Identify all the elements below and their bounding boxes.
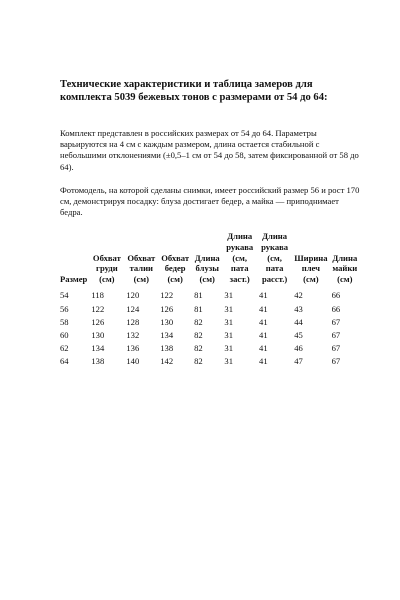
table-row [58,342,360,355]
size-chart-table [58,231,360,368]
header-line: расст.) [261,273,288,284]
table-cell: 41 [259,356,268,367]
header-top-length [330,231,360,284]
table-cell: 81 [194,290,203,301]
table-cell: 45 [294,330,303,340]
header-line: пата [265,263,284,274]
table-row [58,303,360,316]
header-line: плеч [301,263,320,274]
table-cell: 134 [91,343,105,354]
table-cell: 82 [194,356,203,367]
table-cell: 124 [126,303,140,314]
table-cell: 140 [126,356,140,367]
header-line: майки [332,263,358,274]
table-cell: 60 [60,330,69,340]
table-cell: 62 [60,343,69,354]
table-cell: 41 [259,316,268,327]
table-cell: 134 [160,330,174,340]
header-size [58,231,89,284]
table-cell: 138 [91,356,105,367]
table-row [58,316,360,329]
header-line: бедер [164,263,186,274]
table-cell: 136 [126,343,140,354]
table-cell: 31 [224,316,233,327]
header-sleeve-length-closed [222,231,257,284]
table-cell: 122 [91,303,105,314]
table-cell: 66 [331,290,341,301]
table-cell: 128 [126,316,140,327]
size-chart-body [58,284,360,368]
table-cell: 82 [194,343,203,354]
header-line: Обхват [161,252,190,263]
table-row [58,355,360,368]
size-range-paragraph: Комплект представлен в российских размерах от 54 до 64. Параметры варьируются на 4 см с каждым размером, длина остается стабильной с небольшими отклонениями (±0,5–1 см от 54 до 58, затем фиксированной от 58 до 64). [60,128,359,172]
table-cell: 118 [91,290,104,301]
table-cell: 43 [294,303,303,314]
table-cell: 31 [224,330,233,340]
table-cell: 41 [259,343,268,354]
table-cell: 31 [224,356,233,367]
table-cell: 66 [331,303,341,314]
header-line: груди [96,263,118,274]
document-page [60,78,360,369]
header-line: (см, [232,252,248,263]
table-cell: 41 [259,330,268,340]
header-line: (см) [199,273,215,284]
table-row [58,329,360,342]
table-cell: 44 [294,316,303,327]
table-cell: 46 [294,343,303,354]
header-line: (см) [303,273,319,284]
table-cell: 31 [224,303,233,314]
table-cell: 126 [91,316,105,327]
table-cell: 82 [194,316,203,327]
header-line: Обхват [92,252,121,263]
model-fit-paragraph: Фотомодель, на которой сделаны снимки, имеет российский размер 56 и рост 170 см, демонстрируя посадку: блуза достигает бедер, а майка — приподнимает бедра. [60,184,360,218]
table-cell: 42 [294,290,303,301]
header-line: Обхват [127,252,156,263]
header-line: Длина [332,252,358,263]
table-cell: 54 [60,290,69,301]
table-cell: 130 [160,316,174,327]
document-title: Технические характеристики и таблица замеров для комплекта 5039 бежевых тонов с размерами от 54 до 64: [60,79,328,103]
header-line: Длина [227,231,253,242]
size-chart-header-row [58,231,360,284]
header-line: (см) [133,273,149,284]
table-row [58,284,360,302]
header-line: блузы [195,263,219,274]
table-cell: 31 [224,343,233,354]
table-cell: 132 [126,330,140,340]
header-chest-girth [89,231,124,284]
table-cell: 67 [331,343,341,354]
header-line: Длина [262,231,288,242]
table-cell: 81 [194,303,203,314]
header-line: Длина [194,252,220,263]
table-cell: 138 [160,343,174,354]
header-line: (см) [99,273,115,284]
header-line: рукава [226,242,254,253]
table-cell: 64 [60,356,69,367]
table-cell: 67 [331,330,341,340]
header-line: пата [230,263,249,274]
table-cell: 82 [194,330,203,340]
table-cell: 130 [91,330,105,340]
header-line: (см) [337,273,353,284]
header-line: Размер [60,273,88,284]
table-cell: 41 [259,290,268,301]
table-cell: 67 [331,356,341,367]
header-waist-girth [124,231,158,284]
header-hip-girth [158,231,192,284]
table-cell: 31 [224,290,233,301]
table-cell: 142 [160,356,174,367]
table-cell: 120 [126,290,140,301]
table-cell: 67 [331,316,341,327]
table-cell: 58 [60,316,69,327]
header-line: (см, [267,252,282,263]
table-cell: 56 [60,303,69,314]
header-sleeve-length-open [257,231,292,284]
header-line: талии [129,263,153,274]
header-shoulder-width [292,231,329,284]
table-cell: 41 [259,303,268,314]
table-cell: 126 [160,303,174,314]
header-line: заст.) [229,273,250,284]
header-line: (см) [167,273,183,284]
table-cell: 47 [294,356,303,367]
header-line: рукава [261,242,289,253]
table-cell: 122 [160,290,174,301]
header-line: Ширина [294,252,328,263]
header-blouse-length [192,231,222,284]
